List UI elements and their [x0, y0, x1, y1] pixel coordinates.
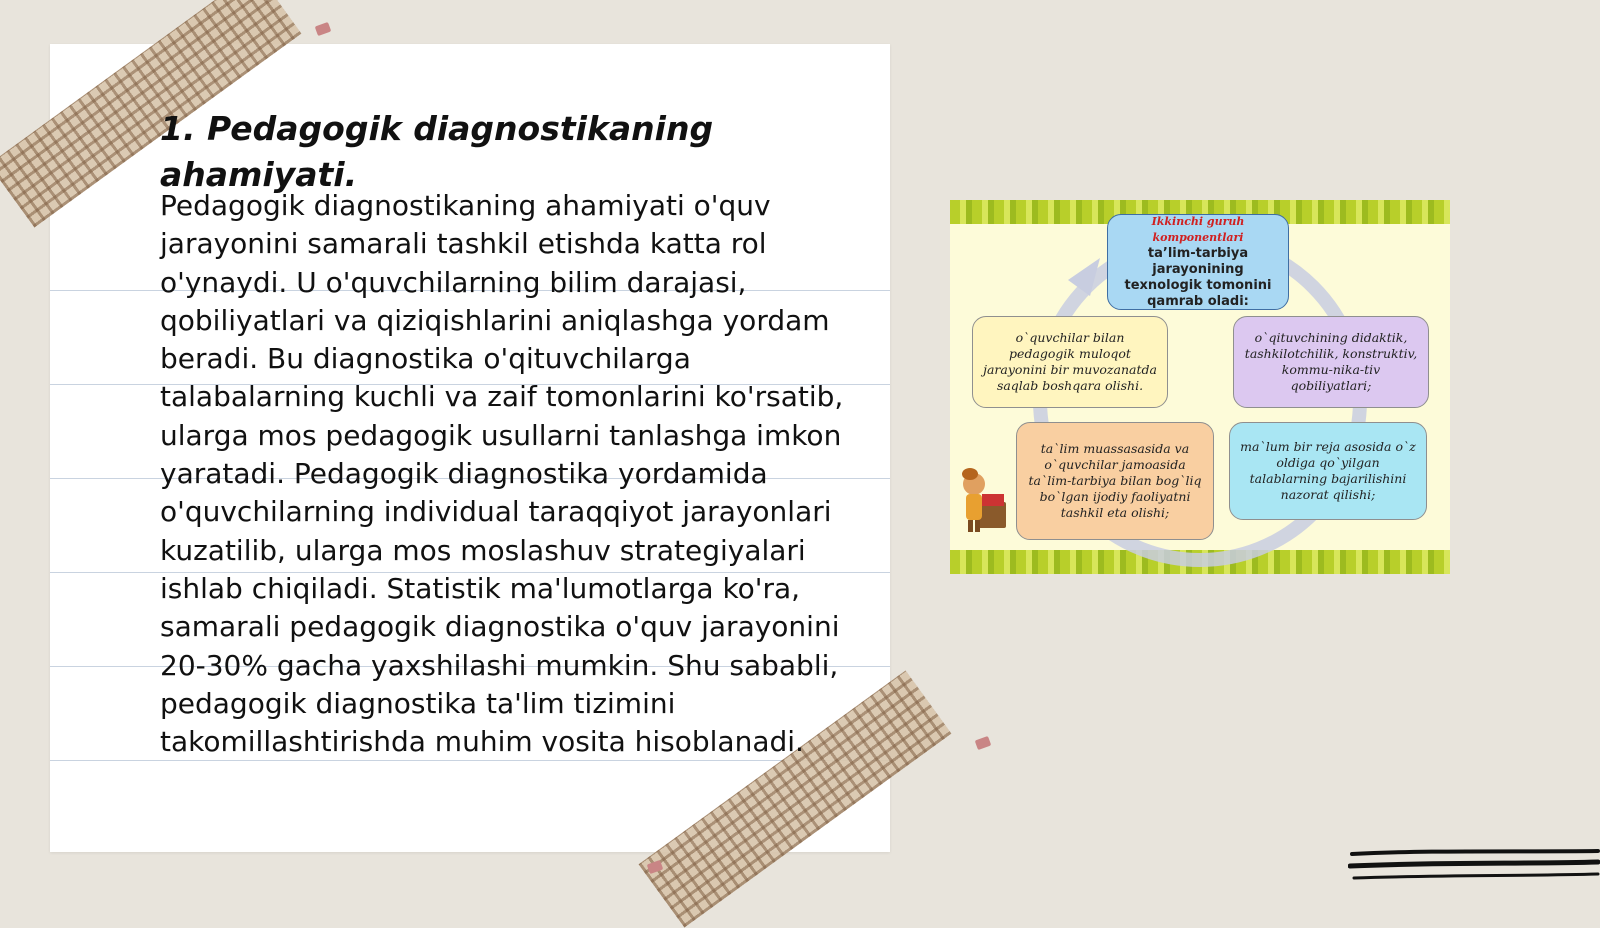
tape-end-mark: [975, 736, 992, 750]
tape-end-mark: [315, 22, 332, 36]
decorative-brush-strokes: [1348, 848, 1600, 888]
diagram-box-right: o`qituvchining didaktik, tashkilotchilik, konstruktiv, kommu-nika-tiv qobiliyatlari;: [1233, 316, 1429, 408]
components-diagram: [950, 200, 1450, 574]
slide-title: 1. Pedagogik diagnostikaning ahamiyati.: [160, 109, 714, 194]
cartoon-figure-icon: [958, 462, 1010, 536]
diagram-box-left: o`quvchilar bilan pedagogik muloqot jarayonini bir muvozanatda saqlab boshqara olishi.: [972, 316, 1168, 408]
diagram-box-bottom-right: ma`lum bir reja asosida o`z oldiga qo`yilgan talablarning bajarilishini nazorat qilishi;: [1229, 422, 1427, 520]
diagram-box-top: [1107, 214, 1289, 310]
slide-body-text: Pedagogik diagnostikaning ahamiyati o'quv jarayonini samarali tashkil etishda katta rol o'ynaydi. U o'quvchilarning bilim darajasi, qobiliyatlari va qiziqishlarini aniqlashga yordam beradi. Bu diagnostika o'qituvchilarga talabalarning kuchli va zaif tomonlarini ko'rsatib, ularga mos pedagogik usullarni tanlashga imkon yaratadi. Pedagogik diagnostika yordamida o'quvchilarning individual taraqqiyot jarayonlari kuzatilib, ularga mos moslashuv strategiyalari ishlab chiqiladi. Statistik ma'lumotlarga ko'ra, samarali pedagogik diagnostika o'quv jarayonini 20-30% gacha yaxshilashi mumkin. Shu sababli, pedagogik diagnostika ta'lim tizimini takomillashtirishda muhim vosita hisoblanadi.: [160, 189, 844, 759]
diagram-box-bottom-left: ta`lim muassasasida va o`quvchilar jamoasida ta`lim-tarbiya bilan bog`liq bo`lgan ijodiy faoliyatni tashkil eta olishi;: [1016, 422, 1214, 540]
diagram-box-top-header: Ikkinchi guruh komponentlari: [1151, 215, 1245, 244]
diagram-box-top-text: ta’lim-tarbiya jarayonining texnologik tomonini qamrab oladi:: [1124, 246, 1272, 309]
